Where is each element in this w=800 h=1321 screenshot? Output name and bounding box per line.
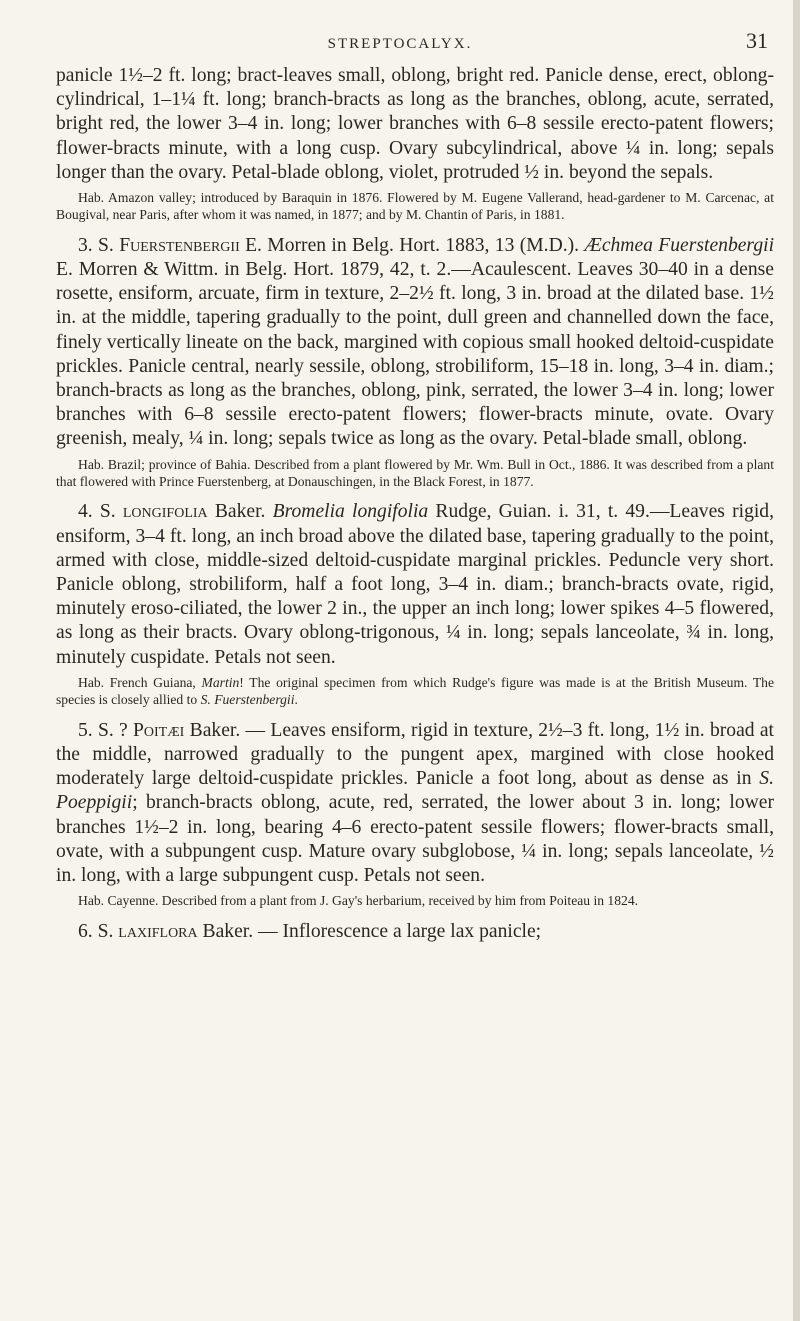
species-description: Rudge, Guian. i. 31, t. 49.—Leaves rigid, ensiform, 3–4 ft. long, an inch broad above the dilated base, tapering gradually to the point, armed with close, middle-sized deltoid-cuspidate marginal prickles. Peduncle very short. Panicle oblong, strobiliform, half a foot long, 3–4 in. diam.; branch-bracts ovate, rigid, minutely eroso-ciliated, the lower 2 in., the upper an inch long; lower spikes 4–5 flowered, as long as their bracts. Ovary oblong-trigonous, ¼ in. long; sepals lanceolate, ¾ in. long, minutely cuspidate. Petals not seen. bbox=[56, 501, 775, 668]
species-entry-6 bbox=[56, 920, 774, 944]
running-head: STREPTOCALYX. bbox=[327, 36, 473, 52]
species-name: longifolia bbox=[122, 501, 208, 523]
species-number: 4. S. bbox=[78, 501, 116, 523]
synonym: S. Poeppigii bbox=[56, 768, 774, 814]
page-number: 31 bbox=[746, 28, 768, 53]
species-number: 6. S. bbox=[78, 920, 114, 942]
species-entry-4 bbox=[56, 500, 774, 669]
species-name: Poitæi bbox=[133, 719, 185, 741]
habitat-note-1: Hab. Amazon valley; introduced by Baraquin in 1876. Flowered by M. Eugene Vallerand, head-gardener to M. Carcenac, at Bougival, near Paris, after whom it was named, in 1877; and by M. Chantin of Paris, in 1881. bbox=[56, 190, 774, 223]
species-reference: S. Fuerstenbergii bbox=[200, 692, 295, 708]
species-number: 3. S. bbox=[78, 234, 114, 256]
species-number: 5. S. ? bbox=[78, 719, 128, 741]
habitat-note-5: Hab. Cayenne. Described from a plant from J. Gay's herbarium, received by him from Poiteau in 1824. bbox=[78, 893, 639, 909]
habitat-text: ! The original specimen from which Rudge's figure was made is at the British Museum. The species is closely allied to bbox=[56, 674, 774, 708]
species-text: Baker. — Inflorescence a large lax panicle; bbox=[197, 920, 542, 942]
page-header bbox=[30, 28, 770, 58]
paragraph-panicle: panicle 1½–2 ft. long; bract-leaves small, oblong, bright red. Panicle dense, erect, oblong-cylindrical, 1–1¼ ft. long; branch-bracts as long as the branches, oblong, acute, serrated, bright red, the lower 3–4 in. long; lower branches with 6–8 sessile erecto-patent flowers; flower-bracts minute, with a long cusp. Ovary subcylindrical, above ¼ in. long; sepals longer than the ovary. Petal-blade oblong, violet, protruded ½ in. beyond the sepals. bbox=[56, 65, 774, 183]
synonym: Æchmea Fuerstenbergii bbox=[584, 234, 775, 256]
collector-name: Martin bbox=[201, 674, 240, 690]
page-body bbox=[56, 64, 774, 944]
page-edge-shadow bbox=[793, 0, 800, 1321]
species-description: ; branch-bracts oblong, acute, red, serrated, the lower about 3 in. long; lower branches 1½–2 in. long, bearing 4–6 erecto-patent sessile flowers; flower-bracts small, ovate, with a subpungent cusp. Mature ovary subglobose, ¼ in. long; sepals lanceolate, ½ in. long, with a large subpungent cusp. Petals not seen. bbox=[56, 792, 774, 886]
species-text: Baker. — Leaves ensiform, rigid in texture, 2½–3 ft. long, 1½ in. broad at the middle, narrowed gradually to the pungent apex, margined with close hooked moderately large deltoid-cuspidate prickles. Panicle a foot long, about as dense as in bbox=[56, 719, 774, 790]
species-text: E. Morren in Belg. Hort. 1883, 13 (M.D.). bbox=[239, 234, 585, 256]
species-description: E. Morren & Wittm. in Belg. Hort. 1879, 42, t. 2.—Acaulescent. Leaves 30–40 in a dense rosette, ensiform, arcuate, firm in texture, 2–2½ ft. long, 3 in. broad at the dilated base. 1½ in. at the middle, tapering gradually to the point, dull green and channelled down the face, finely vertically lineate on the back, margined with copious small hooked deltoid-cuspidate prickles. Panicle central, nearly sessile, oblong, strobiliform, 15–18 in. long, 3–4 in. diam.; branch-bracts as long as the branches, oblong, pink, serrated, the lower 3–4 in. long; lower branches with 6–8 sessile erecto-patent flowers; flower-bracts minute, ovate. Ovary greenish, mealy, ¼ in. long; sepals twice as long as the ovary. Petal-blade small, oblong. bbox=[56, 259, 774, 450]
habitat-text: . bbox=[294, 692, 298, 708]
synonym: Bromelia longifolia bbox=[272, 501, 429, 523]
species-entry-5 bbox=[56, 719, 774, 888]
habitat-note-4 bbox=[56, 674, 774, 709]
species-name: Fuerstenbergii bbox=[119, 234, 240, 256]
species-name: laxiflora bbox=[118, 920, 198, 942]
species-text: Baker. bbox=[207, 501, 273, 523]
habitat-note-3: Hab. Brazil; province of Bahia. Described from a plant flowered by Mr. Wm. Bull in Oct., 1886. It was described from a plant that flowered with Prince Fuerstenberg, at Donauschingen, in the Black Forest, in 1877. bbox=[56, 456, 774, 490]
habitat-text: Hab. French Guiana, bbox=[78, 674, 202, 690]
species-entry-3 bbox=[56, 234, 774, 452]
